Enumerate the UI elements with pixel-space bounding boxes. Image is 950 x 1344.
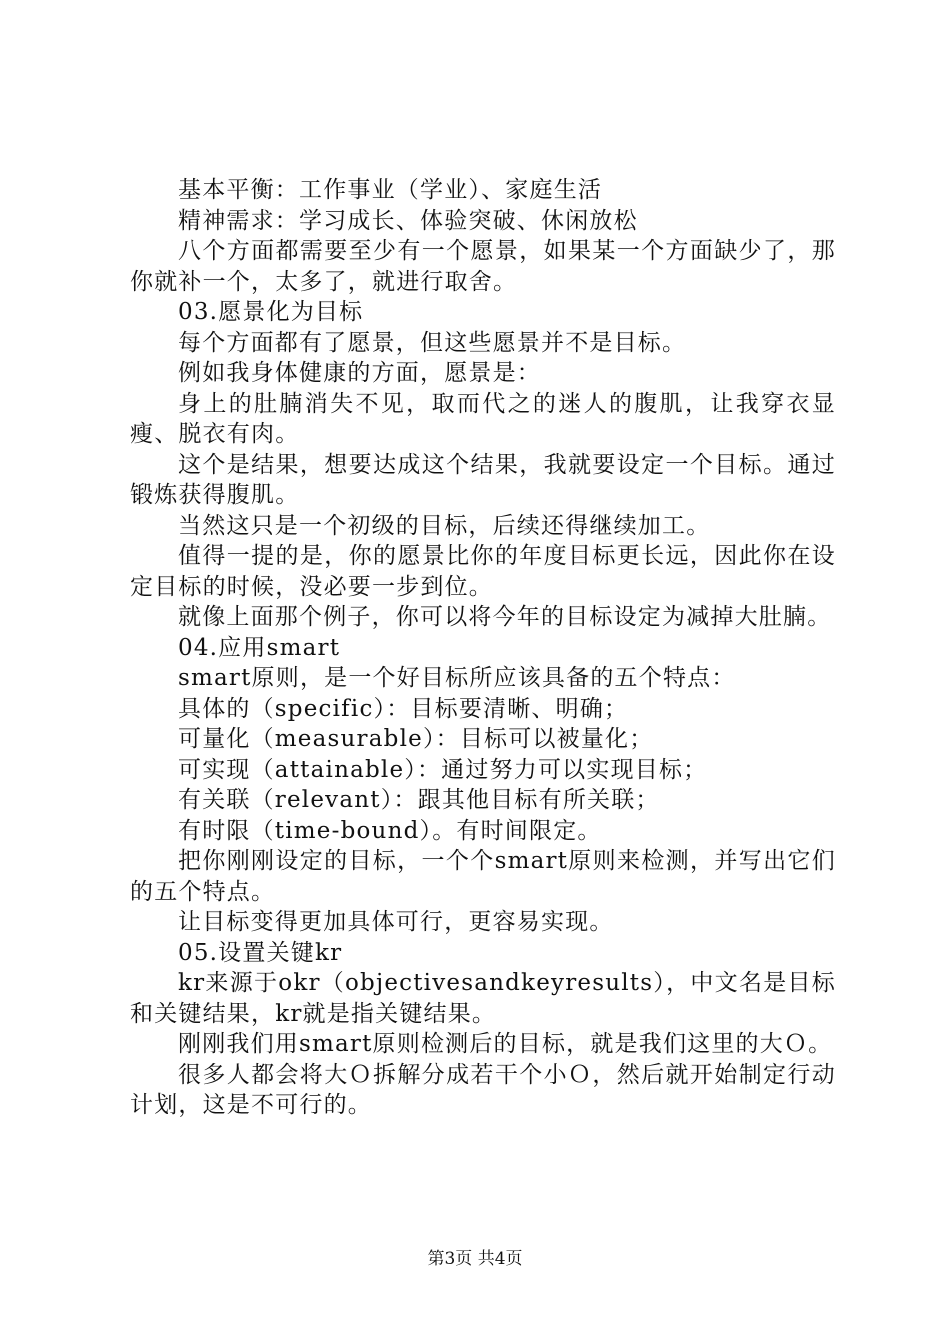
section-heading: 05.设置关键kr	[178, 939, 343, 966]
paragraph: smart原则，是一个好目标所应该具备的五个特点：	[178, 665, 736, 691]
paragraph: 就像上面那个例子，你可以将今年的目标设定为减掉大肚腩。	[178, 604, 832, 630]
paragraph: 基本平衡：工作事业（学业）、家庭生活	[178, 177, 603, 203]
paragraph: 把你刚刚设定的目标，一个个smart原则来检测，并写出它们的五个特点。	[130, 848, 836, 905]
paragraph: 很多人都会将大Ｏ拆解分成若干个小Ｏ，然后就开始制定行动计划，这是不可行的。	[130, 1061, 836, 1118]
page-number-footer: 第3页 共4页	[427, 1249, 523, 1269]
list-item: 可量化（measurable）：目标可以被量化；	[178, 726, 654, 752]
section-heading: 03.愿景化为目标	[178, 299, 364, 325]
paragraph: 每个方面都有了愿景，但这些愿景并不是目标。	[178, 329, 687, 356]
list-item: 有关联（relevant）：跟其他目标有所关联；	[178, 787, 660, 813]
list-item: 有时限（time-bound）。有时间限定。	[178, 817, 602, 844]
paragraph: 例如我身体健康的方面，愿景是：	[178, 360, 541, 386]
paragraph: 值得一提的是，你的愿景比你的年度目标更长远，因此你在设定目标的时候，没必要一步到位。	[130, 543, 836, 600]
paragraph: 八个方面都需要至少有一个愿景，如果某一个方面缺少了，那你就补一个，太多了，就进行取舍。	[130, 238, 836, 295]
section-heading: 04.应用smart	[178, 634, 341, 661]
paragraph: 刚刚我们用smart原则检测后的目标，就是我们这里的大Ｏ。	[178, 1031, 833, 1057]
paragraph: kr来源于okr（objectivesandkeyresults），中文名是目标和关键结果，kr就是指关键结果。	[130, 970, 836, 1027]
list-item: 具体的（specific）：目标要清晰、明确；	[178, 695, 629, 722]
paragraph: 身上的肚腩消失不见，取而代之的迷人的腹肌，让我穿衣显瘦、脱衣有肉。	[130, 390, 836, 447]
paragraph: 这个是结果，想要达成这个结果，我就要设定一个目标。通过锻炼获得腹肌。	[130, 451, 836, 508]
paragraph: 精神需求：学习成长、体验突破、休闲放松	[178, 207, 638, 234]
paragraph: 让目标变得更加具体可行，更容易实现。	[178, 909, 614, 935]
document-body	[130, 175, 836, 1121]
list-item: 可实现（attainable）：通过努力可以实现目标；	[178, 756, 708, 783]
paragraph: 当然这只是一个初级的目标，后续还得继续加工。	[178, 512, 711, 539]
